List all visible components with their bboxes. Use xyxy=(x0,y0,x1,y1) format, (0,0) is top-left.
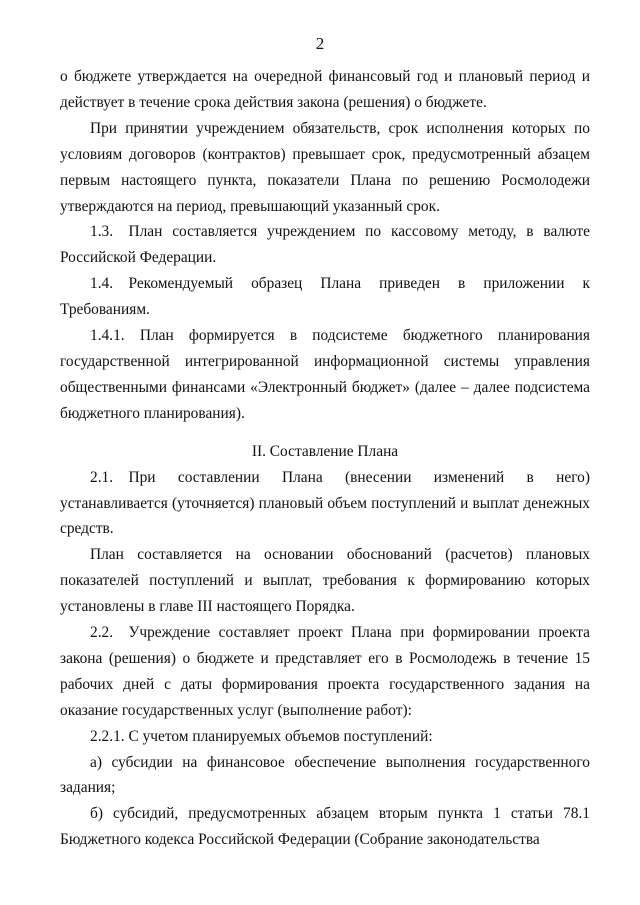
paragraph-1-4: 1.4. Рекомендуемый образец Плана приведен в приложении к Требованиям. xyxy=(60,275,590,319)
paragraph-1-3: 1.3. План составляется учреждением по кассовому методу, в валюте Российской Федерации. xyxy=(60,223,590,267)
paragraph: План составляется на основании обоснований (расчетов) плановых показателей поступлений и выплат, требования к формированию которых установлены в главе III настоящего Порядка. xyxy=(60,546,590,616)
paragraph-2-2-1: 2.2.1. С учетом планируемых объемов поступлений: xyxy=(90,727,433,745)
paragraph: При принятии учреждением обязательств, срок исполнения которых по условиям договоров (контрактов) превышает срок, предусмотренный абзацем первым настоящего пункта, показатели Плана по решению Росмолодежи утверждаются на период, превышающий указанный срок. xyxy=(60,119,590,215)
document-body xyxy=(60,64,590,853)
list-item-b: б) субсидий, предусмотренных абзацем вторым пункта 1 статьи 78.1 Бюджетного кодекса Российской Федерации (Собрание законодательства xyxy=(60,805,590,849)
section-title: II. Составление Плана xyxy=(251,442,399,460)
paragraph-1-4-1: 1.4.1. План формируется в подсистеме бюджетного планирования государственной интегрированной информационной системы управления общественными финансами «Электронный бюджет» (далее – далее подсистема бюджетного планирования). xyxy=(60,327,590,422)
paragraph-2-2: 2.2. Учреждение составляет проект Плана при формировании проекта закона (решения) о бюджете и представляет его в Росмолодежь в течение 15 рабочих дней с даты формирования проекта государственного задания на оказание государственных услуг (выполнение работ): xyxy=(60,624,590,719)
paragraph-continuation: о бюджете утверждается на очередной финансовый год и плановый период и действует в течение срока действия закона (решения) о бюджете. xyxy=(60,68,590,111)
list-item-a: а) субсидии на финансовое обеспечение выполнения государственного задания; xyxy=(60,753,590,797)
paragraph-2-1: 2.1. При составлении Плана (внесении изменений в него) устанавливается (уточняется) плановый объем поступлений и выплат денежных средств. xyxy=(60,468,590,538)
page-number: 2 xyxy=(315,34,325,53)
